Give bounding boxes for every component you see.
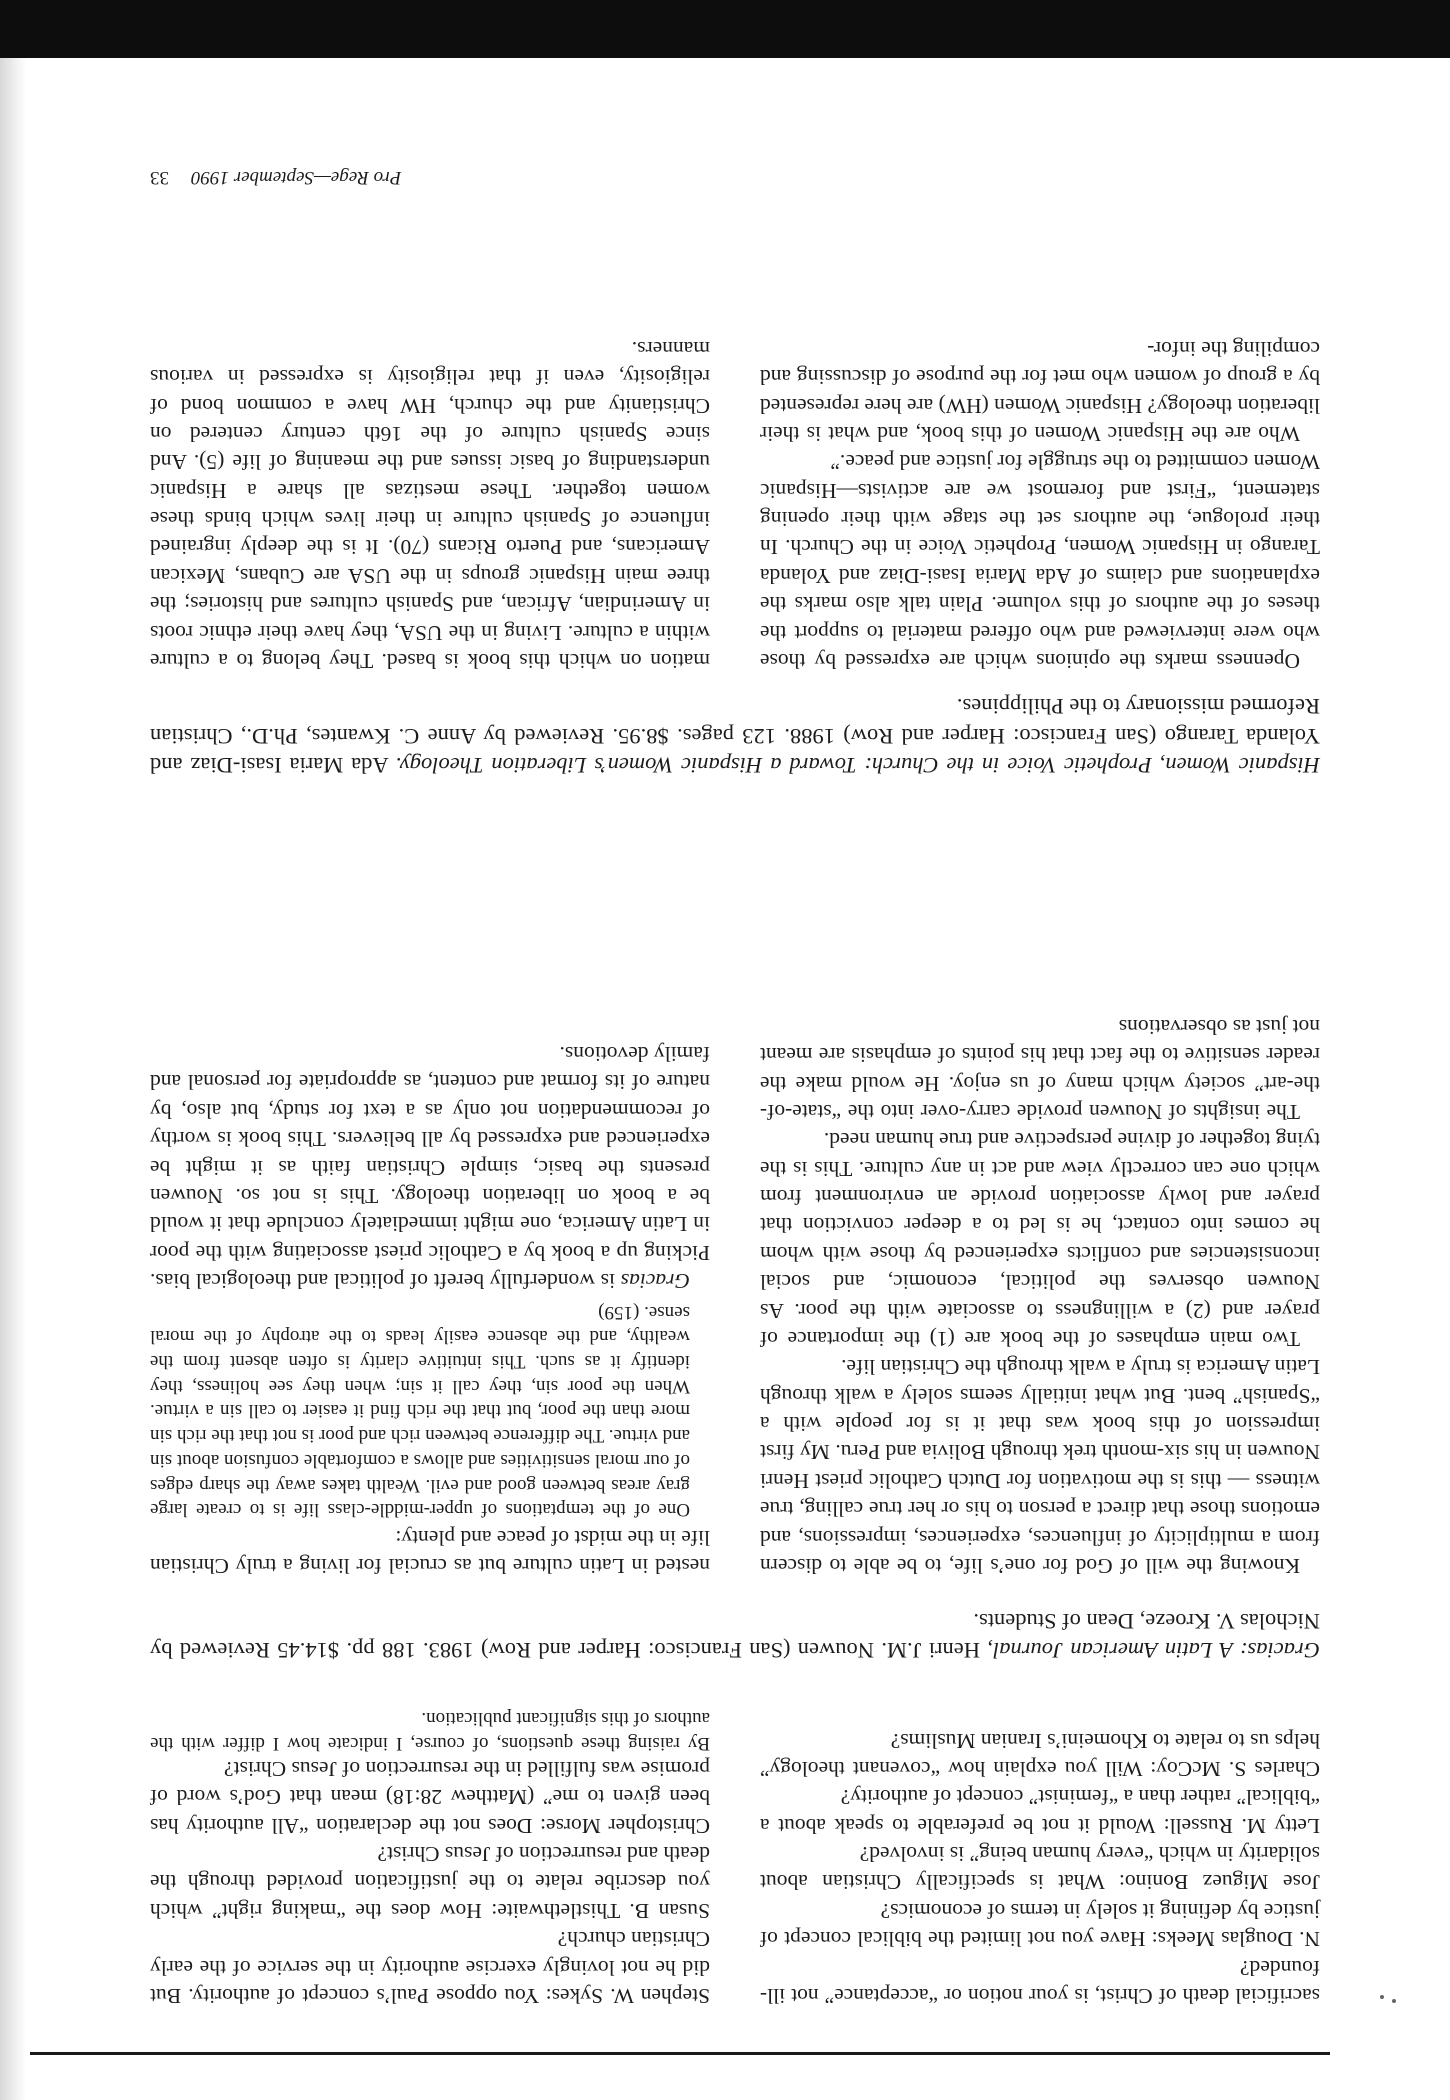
review-details: Ada Maria Isasi-Diaz and Yolanda Tarango (San Francisco: Harper and Row) 1988. 123 pages. $8.95. Reviewed by Anne C. Kwantes, Ph.D., Christian Reformed missionary to the Philippines.	[150, 694, 1320, 778]
printed-page-rotated	[150, 150, 1320, 2010]
question-paragraph: Jose Miguez Bonino: What is specifically Christian about solidarity in which “every human being” is involved?	[760, 1842, 1320, 1895]
scan-speck	[1392, 1999, 1396, 2003]
question-paragraph: Christopher Morse: Does not the declaration “All authority has been given to me” (Matthew 28:18) mean that God’s word of promise was fulfilled in the resurrection of Jesus Christ?	[150, 1757, 710, 1838]
body-paragraph: nested in Latin culture but as crucial for living a truly Christian life in the midst of peace and plenty:	[150, 1525, 710, 1578]
review-gracias-heading	[150, 1607, 1320, 1666]
question-paragraph: Letty M. Russell: Would it not be preferable to speak about a “biblical” rather than a “feminist” concept of authority?	[760, 1785, 1320, 1838]
scan-bottom-rule	[30, 2052, 1330, 2055]
block-quote: One of the temptations of upper-middle-class life is to create large gray areas between good and evil. Wealth takes away the sharp edges of our moral sensitivities and allows a comfortable confusion about sin and virtue. The difference between rich and poor is not that the rich sin more than the poor, but that the rich find it easier to call sin a virtue. When the poor sin, they call it sin; when they see holiness, they identify it as such. This intuitive clarity is often absent from the wealthy, and the absence easily leads to the atrophy of the moral sense. (159)	[150, 1301, 690, 1521]
scan-binding-shadow	[0, 58, 26, 2100]
page-number: 33	[150, 167, 169, 188]
question-paragraph: sacrificial death of Christ, is your notion or “acceptance” not ill-founded?	[760, 1955, 1320, 2008]
previous-review-left-column	[760, 1726, 1320, 2010]
review-gracias-right-column	[150, 1040, 710, 1580]
previous-review-right-column	[150, 1705, 710, 2010]
question-paragraph: Charles S. McCoy: Will you explain how “covenant theology” helps us to relate to Khomeini’s Iranian Muslims?	[760, 1728, 1320, 1781]
review-hispanic-women-left-column	[760, 335, 1320, 676]
question-paragraph: Susan B. Thistlethwaite: How does the “making right” which you describe relate to the justification provided through the death and resurrection of Jesus Christ?	[150, 1842, 710, 1923]
body-paragraph: Two main emphases of the book are (1) the importance of prayer and (2) a willingness to associate with the poor. As Nouwen observes the political, economic, and social inconsistencies and conflicts experienced by those with whom he comes into contact, he is led to a deeper conviction that prayer and lowly association provide an environment from which one can correctly view and act in any culture. This is the tying together of divine perspective and true human need.	[760, 1128, 1320, 1351]
body-paragraph: Openness marks the opinions which are expressed by those who were interviewed and who offered material to support the theses of the authors of this volume. Plain talk also marks the explanations and claims of Ada Maria Isasi-Diaz and Yolanda Tarango in Hispanic Women, Prophetic Voice in the Church. In their prologue, the authors set the stage with their opening statement, “First and foremost we are activists—Hispanic Women committed to the struggle for justice and peace.”	[760, 450, 1320, 673]
journal-name: Pro Rege—September 1990	[191, 167, 402, 188]
review-gracias-left-column	[760, 1013, 1320, 1581]
closing-remark: By raising these questions, of course, I indicate how I differ with the authors of this significant publication.	[150, 1707, 710, 1754]
question-paragraph: Stephen W. Sykes: You oppose Paul’s concept of authority. But did he not lovingly exercise authority in the service of the early Christian church?	[150, 1927, 710, 2008]
body-paragraph: The insights of Nouwen provide carry-over into the “state-of-the-art” society which many of us enjoy. He would make the reader sensitive to the fact that his points of emphasis are meant not just as observations	[760, 1014, 1320, 1124]
body-paragraph: Knowing the will of God for one’s life, to be able to discern from a multiplicity of influences, experiences, impressions, and emotions those that direct a person to his or her true calling, true witness — this is the motivation for Dutch Catholic priest Henri Nouwen in his six-month trek through Bolivia and Peru. My first impression of this book was that it is for people with a “Spanish” bent. But what initially seems solely a walk through Latin America is truly a walk through the Christian life.	[760, 1355, 1320, 1578]
review-hispanic-women-heading	[150, 692, 1320, 780]
body-paragraph: Who are the Hispanic Women of this book, and what is their liberation theology? Hispanic Women (HW) are here represented by a group of women who met for the purpose of discussing and compiling the infor-	[760, 336, 1320, 446]
review-details: Henri J.M. Nouwen (San Francisco: Harper and Row) 1983. 188 pp. $14.45 Reviewed by Nicholas V. Kroeze, Dean of Students.	[149, 1608, 1320, 1663]
paragraph-text: is wonderfully bereft of political and theological bias. Picking up a book by a Catholic priest associating with the poor in Latin America, one might immediately conclude that it would be a book on liberation theology. This is not so. Nouwen presents the basic, simple Christian faith as it might be experienced and expressed by all believers. This book is worthy of recommendation not only as a text for study, but also, by nature of its format and content, as appropriate for personal and family devotions.	[150, 1042, 710, 1294]
question-paragraph: N. Douglas Meeks: Have you not limited the biblical concept of justice by defining it solely in terms of economics?	[760, 1898, 1320, 1952]
review-hispanic-women-right-column	[150, 335, 710, 676]
scan-speck	[1380, 1995, 1384, 1999]
review-title: Gracias: A Latin American Journal,	[987, 1638, 1320, 1663]
inline-title: Gracias	[620, 1269, 690, 1294]
review-title: Hispanic Women, Prophetic Voice in the Church: Toward a Hispanic Women’s Liberation Theology.	[395, 753, 1320, 778]
body-paragraph: mation on which this book is based. They belong to a culture within a culture. Living in the USA, they have their ethnic roots in Amerindian, African, and Spanish cultures and histories; the three main Hispanic groups in the USA are Cubans, Mexican Americans, and Puerto Ricans (70). It is the deeply ingrained influence of Spanish culture in their lives which binds these women together. These mestizas all share a Hispanic understanding of basic issues and the meaning of life (5). And since Spanish culture of the 16th century centered on Christianity and the church, HW have a common bond of religiosity, even if that religiosity is expressed in various manners.	[150, 336, 710, 673]
body-paragraph	[150, 1040, 710, 1295]
scan-top-edge	[0, 0, 1450, 58]
page-footer	[150, 165, 1320, 190]
